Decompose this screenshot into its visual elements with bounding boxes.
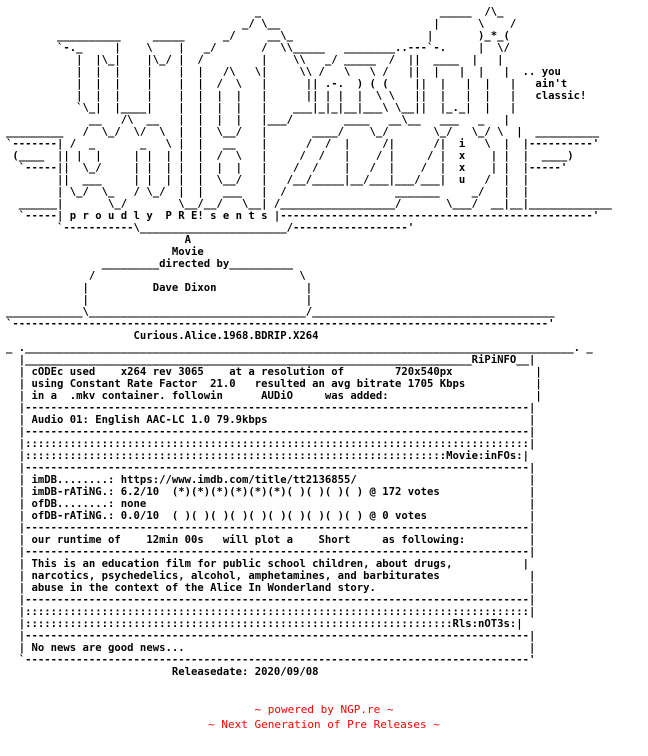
nfo-line: | Dave Dixon | bbox=[6, 282, 313, 294]
nfo-line: `-------------------------------------------------------------------------------' bbox=[6, 654, 536, 666]
nfo-line: `-._ | \ | _/ / \\_____ ________..---`-. | \/ bbox=[6, 42, 517, 54]
nfo-line: |-------------------------------------------------------------------------------| bbox=[6, 546, 536, 558]
nfo-line: ____________\__________________________________/______________________________________ bbox=[6, 306, 555, 318]
nfo-line: | in a .mkv container. followin AUDiO was added: | bbox=[6, 390, 542, 402]
nfo-line: |-------------------------------------------------------------------------------| bbox=[6, 426, 536, 438]
nfo-line: __________ _____ _/ __\_ | )_*_( bbox=[6, 30, 510, 42]
nfo-line: |::::::::::::::::::::::::::::::::::::::::::::::::::::::::::::::::::Movie:inFOs:| bbox=[6, 450, 529, 462]
nfo-line: Movie bbox=[6, 246, 204, 258]
nfo-line: `------------------------------------------------------------------------------------' bbox=[6, 318, 555, 330]
nfo-line: (____ || | | | | | | | / \ | / / | / | / | x | | | ____) bbox=[6, 150, 574, 162]
nfo-line: `\_| |____| | | | | | ___|_|_|__|___\ \__|| |_._| | | bbox=[6, 102, 517, 114]
nfo-line: | using Constant Rate Factor 21.0 resulted an avg bitrate 1705 Kbps | bbox=[6, 378, 542, 390]
nfo-line: | | bbox=[6, 294, 313, 306]
nfo-line: | ofDB-rATiNG.: 0.0/10 ( )( )( )( )( )( )( )( )( )( ) @ 0 votes | bbox=[6, 510, 536, 522]
nfo-line: |-------------------------------------------------------------------------------| bbox=[6, 522, 536, 534]
nfo-line: / \ bbox=[6, 270, 306, 282]
nfo-line: `-------| / _ _ \ | | __ | / / | /| /| i \ | |----------' bbox=[6, 138, 600, 150]
nfo-line: | |\_| |\_/ | / | \\ _/ _____ / || ____ | | bbox=[6, 54, 504, 66]
nfo-line: ______| \_/ \__/__/ \__| /__________________/ \___/ __|__|_____________ bbox=[6, 198, 612, 210]
nfo-line: |-------------------------------------------------------------------------------| bbox=[6, 630, 536, 642]
nfo-line: |-------------------------------------------------------------------------------| bbox=[6, 462, 536, 474]
nfo-line: |:::::::::::::::::::::::::::::::::::::::::::::::::::::::::::::::::::::::::::::::| bbox=[6, 438, 536, 450]
nfo-line: || ___ | | | | | \__/ | /__/_____|__/___|___/___| u / | | bbox=[6, 174, 529, 186]
nfo-line: | | | | | | | | | || | | | \ \ || | | | | classic! bbox=[6, 90, 587, 102]
nfo-line: | our runtime of 12min 00s will plot a Short as following: | bbox=[6, 534, 536, 546]
nfo-line: | | | | | | /\ \| \\ / \ \ / || | | | | .. you bbox=[6, 66, 561, 78]
nfo-line: | abuse in the context of the Alice In Wonderland story. | bbox=[6, 582, 536, 594]
nfo-line: _/ \__ | \ / bbox=[6, 18, 517, 30]
nfo-line: | narcotics, psychedelics, alcohol, amphetamines, and barbiturates | bbox=[6, 570, 536, 582]
nfo-line: | cODEc used x264 rev 3065 at a resolution of 720x540px | bbox=[6, 366, 542, 378]
nfo-line: |-------------------------------------------------------------------------------| bbox=[6, 402, 536, 414]
nfo-line: Curious.Alice.1968.BDRIP.X264 bbox=[6, 330, 319, 342]
nfo-line: _________ / \_/ \/ \ | | \__/ | ____/ \_/ \_/ \_/ \ | __________ bbox=[6, 126, 600, 138]
nfo-line: A bbox=[6, 234, 191, 246]
nfo-line: Releasedate: 2020/09/08 bbox=[6, 666, 319, 678]
nfo-line: | Audio 01: English AAC-LC 1.0 79.9kbps | bbox=[6, 414, 536, 426]
nfo-line: | imDB-rATiNG.: 6.2/10 (*)(*)(*)(*)(*)(*)( )( )( )( ) @ 172 votes | bbox=[6, 486, 536, 498]
tagline-text: ~ Next Generation of Pre Releases ~ bbox=[208, 718, 440, 731]
nfo-line: `-----| p r o u d l y P R E! s e n t s |-------------------------------------------------' bbox=[6, 210, 600, 222]
nfo-line: | No news are good news... | bbox=[6, 642, 536, 654]
nfo-line: | This is an education film for public school children, about drugs, | bbox=[6, 558, 529, 570]
powered-by-text: ~ powered by NGP.re ~ bbox=[254, 703, 394, 716]
nfo-line: |:::::::::::::::::::::::::::::::::::::::::::::::::::::::::::::::::::::::::::::::| bbox=[6, 606, 536, 618]
nfo-line: | ofDB........: none | bbox=[6, 498, 536, 510]
nfo-line: | | | | | | / \ | || .-. ) ( ( || | | | | ain't bbox=[6, 78, 568, 90]
nfo-line: |______________________________________________________________________RiPiNFO__| bbox=[6, 354, 536, 366]
nfo-line: _ .______________________________________________________________________________________. _ bbox=[6, 342, 593, 354]
nfo-text bbox=[6, 6, 612, 678]
nfo-line: | \_/ \_ / \_/ | | ___ | / _______ _/ | | bbox=[6, 186, 529, 198]
nfo-line: _ _____ /\_ bbox=[6, 6, 504, 18]
nfo-line: `-----------\_______________________/------------------' bbox=[6, 222, 415, 234]
nfo-line: _________directed by__________ bbox=[6, 258, 294, 270]
nfo-line: __ /\ __ | | | | |___/ ____ __\__ ___ _ | bbox=[6, 114, 510, 126]
footer bbox=[0, 702, 648, 732]
nfo-line: `-----|| \_/ | | | | | | | | / / | / | / | x | | |-----' bbox=[6, 162, 568, 174]
nfo-line: |:::::::::::::::::::::::::::::::::::::::::::::::::::::::::::::::::::Rls:nOT3s:| bbox=[6, 618, 523, 630]
nfo-line: | imDB........: https://www.imdb.com/title/tt2136855/ | bbox=[6, 474, 536, 486]
nfo-line: |-------------------------------------------------------------------------------| bbox=[6, 594, 536, 606]
